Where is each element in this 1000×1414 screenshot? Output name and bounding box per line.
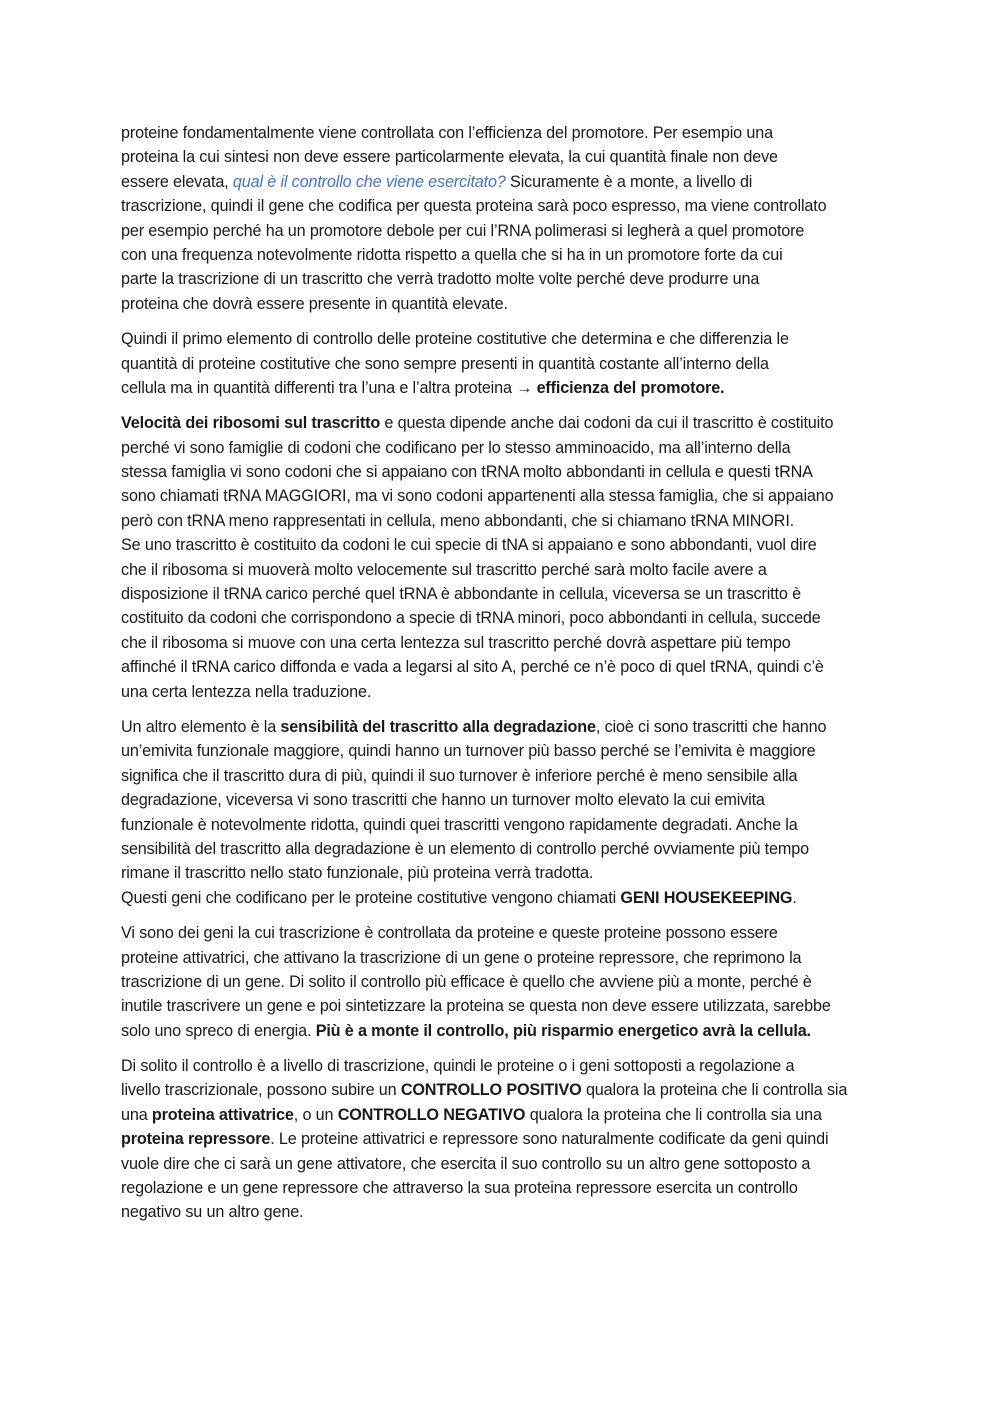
bold-text: CONTROLLO POSITIVO bbox=[400, 1081, 582, 1100]
body-text: però con tRNA meno rappresentati in cellula, meno abbondanti, che si chiamano tRNA MINORI. bbox=[121, 511, 795, 530]
paragraph bbox=[121, 327, 883, 400]
body-text: rimane il trascritto nello stato funzionale, più proteina verrà tradotta. bbox=[121, 864, 594, 883]
text-line bbox=[121, 352, 883, 376]
text-line bbox=[121, 1054, 883, 1078]
body-text: essere elevata, bbox=[121, 172, 233, 191]
body-text: Un altro elemento è la bbox=[121, 717, 281, 736]
body-text: , cioè ci sono trascritti che hanno bbox=[595, 717, 827, 736]
bold-text: Velocità dei ribosomi sul trascritto bbox=[121, 414, 381, 433]
body-text: degradazione, viceversa vi sono trascritti che hanno un turnover molto elevato la cui emivita bbox=[121, 791, 765, 810]
body-text: qualora la proteina che li controlla sia una bbox=[525, 1105, 822, 1124]
text-line bbox=[121, 606, 883, 630]
text-line bbox=[121, 121, 883, 145]
bold-text: → efficienza del promotore. bbox=[516, 378, 725, 397]
text-line bbox=[121, 1176, 883, 1200]
text-line bbox=[121, 1078, 883, 1102]
body-text: Questi geni che codificano per le proteine costitutive vengono chiamati bbox=[121, 888, 621, 907]
body-text: proteine attivatrici, che attivano la trascrizione di un gene o proteine repressore, che reprimono la bbox=[121, 948, 802, 967]
text-line bbox=[121, 219, 883, 243]
body-text: solo uno spreco di energia. bbox=[121, 1021, 316, 1040]
body-text: sono chiamati tRNA MAGGIORI, ma vi sono codoni appartenenti alla stessa famiglia, che si appaiano bbox=[121, 487, 834, 506]
text-line bbox=[121, 715, 883, 739]
body-text: Se uno trascritto è costituito da codoni le cui specie di tNA si appaiano e sono abbondanti, vuol dire bbox=[121, 536, 817, 555]
body-text: proteine fondamentalmente viene controllata con l’efficienza del promotore. Per esempio una bbox=[121, 124, 773, 142]
text-line bbox=[121, 1200, 883, 1224]
body-text: inutile trascrivere un gene e poi sintetizzare la proteina se questa non deve essere utilizzata, sarebbe bbox=[121, 997, 831, 1016]
text-line bbox=[121, 558, 883, 582]
body-text: e questa dipende anche dai codoni da cui il trascritto è costituito bbox=[380, 414, 834, 433]
text-line bbox=[121, 194, 883, 218]
body-text: trascrizione, quindi il gene che codifica per questa proteina sarà poco espresso, ma viene controllato bbox=[121, 197, 827, 216]
text-line bbox=[121, 813, 883, 837]
body-text: vuole dire che ci sarà un gene attivatore, che esercita il suo controllo su un altro gene sottoposto a bbox=[121, 1154, 811, 1173]
body-text: per esempio perché ha un promotore debole per cui l’RNA polimerasi si legherà a quel promotore bbox=[121, 221, 805, 240]
body-text: trascrizione di un gene. Di solito il controllo più efficace è quello che avviene più a monte, perché è bbox=[121, 972, 812, 991]
body-text: regolazione e un gene repressore che attraverso la sua proteina repressore esercita un controllo bbox=[121, 1179, 798, 1198]
text-line bbox=[121, 994, 883, 1018]
paragraph bbox=[121, 411, 883, 704]
text-line bbox=[121, 946, 883, 970]
body-text: con una frequenza notevolmente ridotta rispetto a quella che si ha in un promotore forte da cui bbox=[121, 245, 783, 264]
text-line bbox=[121, 411, 883, 435]
body-text: cellula ma in quantità differenti tra l’una e l’altra proteina bbox=[121, 378, 517, 397]
body-text: che il ribosoma si muove con una certa lentezza sul trascritto perché dovrà aspettare più tempo bbox=[121, 633, 791, 652]
body-text: quantità di proteine costitutive che sono sempre presenti in quantità costante all’interno della bbox=[121, 354, 769, 373]
text-line bbox=[121, 680, 883, 704]
body-text: significa che il trascritto dura di più, quindi il suo turnover è inferiore perché è meno sensibile alla bbox=[121, 766, 798, 785]
bold-text: GENI HOUSEKEEPING bbox=[620, 888, 793, 907]
text-line bbox=[121, 739, 883, 763]
italic-question-text: qual è il controllo che viene esercitato? bbox=[232, 172, 506, 191]
paragraph bbox=[121, 921, 883, 1043]
bold-text: CONTROLLO NEGATIVO bbox=[337, 1105, 526, 1124]
body-text: funzionale è notevolmente ridotta, quindi quei trascritti vengono rapidamente degradati. Anche la bbox=[121, 815, 798, 834]
body-text: stessa famiglia vi sono codoni che si appaiano con tRNA molto abbondanti in cellula e questi tRNA bbox=[121, 463, 813, 482]
body-text: costituito da codoni che corrispondono a specie di tRNA minori, poco abbondanti in cellula, succede bbox=[121, 609, 821, 628]
body-text: . Le proteine attivatrici e repressore sono naturalmente codificate da geni quindi bbox=[270, 1130, 829, 1149]
text-line bbox=[121, 170, 883, 194]
body-text: un’emivita funzionale maggiore, quindi hanno un turnover più basso perché se l’emivita è maggiore bbox=[121, 742, 816, 761]
text-line bbox=[121, 509, 883, 533]
body-text: proteina la cui sintesi non deve essere particolarmente elevata, la cui quantità finale non deve bbox=[121, 148, 778, 167]
text-line bbox=[121, 243, 883, 267]
body-text: qualora la proteina che li controlla sia bbox=[581, 1081, 848, 1100]
text-line bbox=[121, 436, 883, 460]
body-text: Sicuramente è a monte, a livello di bbox=[505, 172, 753, 191]
text-line bbox=[121, 327, 883, 351]
body-text: sensibilità del trascritto alla degradazione è un elemento di controllo perché ovviamente più tempo bbox=[121, 839, 809, 858]
text-line bbox=[121, 1152, 883, 1176]
text-line bbox=[121, 1019, 883, 1043]
text-line bbox=[121, 886, 883, 910]
body-text: una certa lentezza nella traduzione. bbox=[121, 682, 372, 701]
paragraph bbox=[121, 1054, 883, 1225]
body-text: Di solito il controllo è a livello di trascrizione, quindi le proteine o i geni sottoposti a regolazione a bbox=[121, 1057, 795, 1076]
paragraph bbox=[121, 715, 883, 910]
text-line bbox=[121, 655, 883, 679]
bold-text: Più è a monte il controllo, più risparmio energetico avrà la cellula. bbox=[315, 1021, 811, 1040]
text-line bbox=[121, 861, 883, 885]
body-text: negativo su un altro gene. bbox=[121, 1203, 304, 1222]
text-line bbox=[121, 460, 883, 484]
text-line bbox=[121, 145, 883, 169]
paragraph bbox=[121, 121, 883, 316]
body-text: proteina che dovrà essere presente in quantità elevate. bbox=[121, 294, 508, 313]
bold-text: proteina repressore bbox=[121, 1130, 271, 1149]
bold-text: sensibilità del trascritto alla degradazione bbox=[280, 717, 596, 736]
bold-text: proteina attivatrice bbox=[151, 1105, 294, 1124]
text-line bbox=[121, 484, 883, 508]
body-text: Vi sono dei geni la cui trascrizione è controllata da proteine e queste proteine possono essere bbox=[121, 924, 778, 943]
body-text: disposizione il tRNA carico perché quel tRNA è abbondante in cellula, viceversa se un trascritto è bbox=[121, 585, 801, 604]
document-page bbox=[121, 121, 883, 1236]
text-line bbox=[121, 267, 883, 291]
body-text: parte la trascrizione di un trascritto che verrà tradotto molte volte perché deve produrre una bbox=[121, 270, 760, 289]
text-line bbox=[121, 1103, 883, 1127]
text-line bbox=[121, 533, 883, 557]
text-line bbox=[121, 970, 883, 994]
text-line bbox=[121, 788, 883, 812]
body-text: affinché il tRNA carico diffonda e vada a legarsi al sito A, perché ce n’è poco di quel tRNA, quindi c’è bbox=[121, 658, 824, 677]
body-text: . bbox=[792, 888, 797, 907]
text-line bbox=[121, 837, 883, 861]
text-line bbox=[121, 764, 883, 788]
body-text: una bbox=[121, 1105, 152, 1124]
text-line bbox=[121, 1127, 883, 1151]
text-line bbox=[121, 376, 883, 400]
text-line bbox=[121, 631, 883, 655]
body-text: Quindi il primo elemento di controllo delle proteine costitutive che determina e che differenzia le bbox=[121, 330, 789, 349]
text-line bbox=[121, 582, 883, 606]
text-line bbox=[121, 921, 883, 945]
text-line bbox=[121, 292, 883, 316]
body-text: livello trascrizionale, possono subire un bbox=[121, 1081, 401, 1100]
body-text: , o un bbox=[293, 1105, 338, 1124]
body-text: che il ribosoma si muoverà molto velocemente sul trascritto perché sarà molto facile avere a bbox=[121, 560, 767, 579]
body-text: perché vi sono famiglie di codoni che codificano per lo stesso amminoacido, ma all’interno della bbox=[121, 438, 791, 457]
